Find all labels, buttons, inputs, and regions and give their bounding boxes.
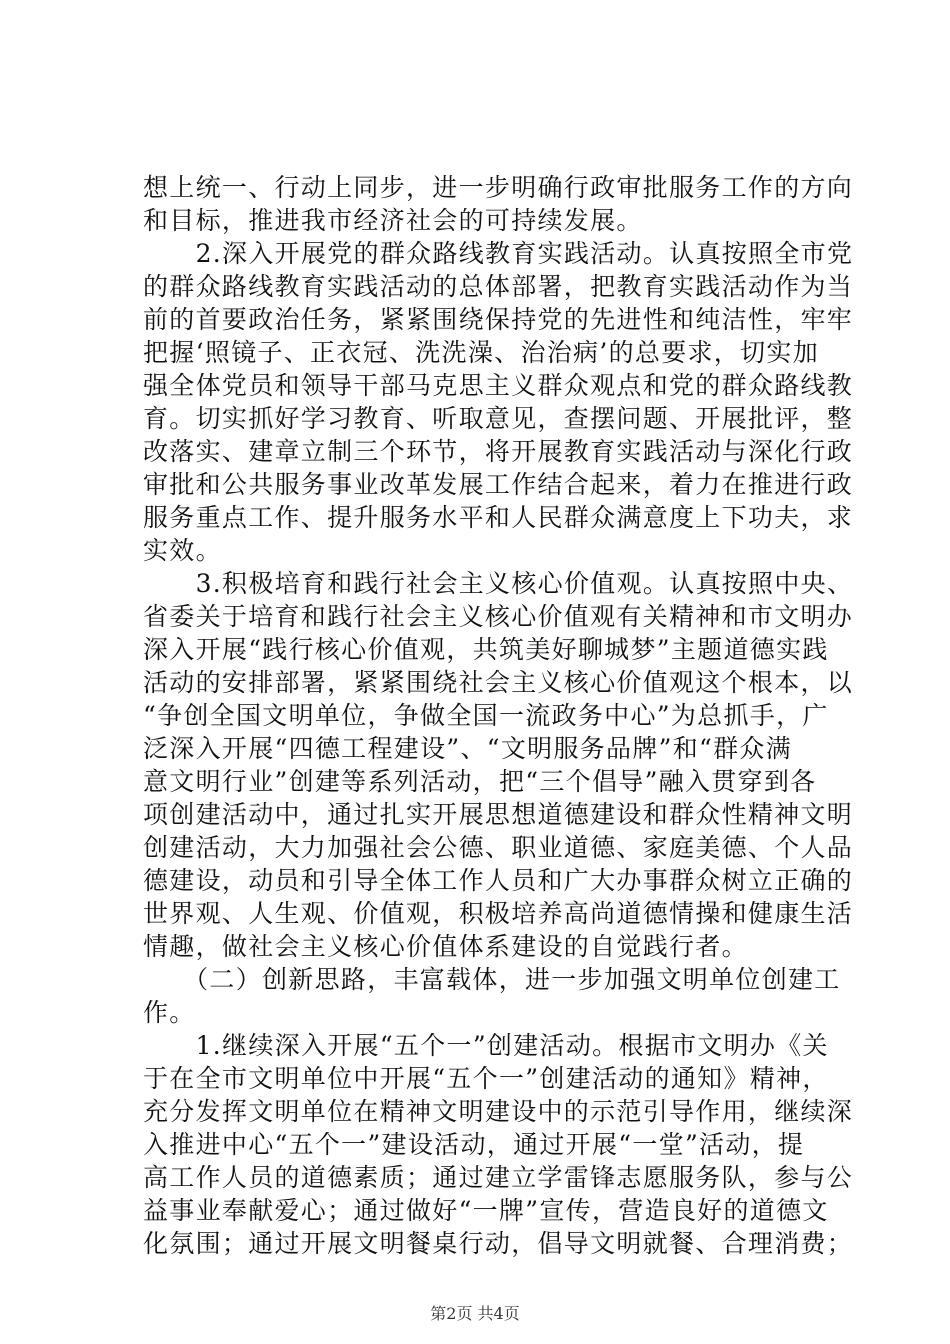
text-line: 益事业奉献爱心；通过做好“一牌”宣传，营造良好的道德文 <box>143 1196 829 1225</box>
text-line: 育。切实抓好学习教育、听取意见，查摆问题、开展批评，整 <box>143 404 854 433</box>
text-line: 省委关于培育和践行社会主义核心价值观有关精神和市文明办 <box>143 602 854 631</box>
text-line: 1.继续深入开展“五个一”创建活动。根据市文明办《关 <box>143 1031 829 1060</box>
text-line: 3.积极培育和践行社会主义核心价值观。认真按照中央、 <box>143 569 854 598</box>
text-line: 意文明行业”创建等系列活动，把“三个倡导”融入贯穿到各 <box>143 767 817 796</box>
document-body <box>143 171 854 1260</box>
text-line: 活动的安排部署，紧紧围绕社会主义核心价值观这个根本，以 <box>143 668 854 697</box>
text-line: 创建活动，大力加强社会公德、职业道德、家庭美德、个人品 <box>143 833 854 862</box>
text-line: 审批和公共服务事业改革发展工作结合起来，着力在推进行政 <box>143 470 854 499</box>
text-line: “争创全国文明单位，争做全国一流政务中心”为总抓手，广 <box>143 701 829 730</box>
text-line: 化氛围；通过开展文明餐桌行动，倡导文明就餐、合理消费； <box>143 1229 854 1258</box>
text-line: 高工作人员的道德素质；通过建立学雷锋志愿服务队，参与公 <box>143 1163 854 1192</box>
text-line: 前的首要政治任务，紧紧围绕保持党的先进性和纯洁性，牢牢 <box>143 305 854 334</box>
text-line: （二）创新思路，丰富载体，进一步加强文明单位创建工 <box>143 965 841 994</box>
text-line: 作。 <box>143 998 196 1027</box>
text-line: 服务重点工作、提升服务水平和人民群众满意度上下功夫，求 <box>143 503 854 532</box>
text-line: 情趣，做社会主义核心价值体系建设的自觉践行者。 <box>143 932 748 961</box>
text-line: 和目标，推进我市经济社会的可持续发展。 <box>143 206 643 235</box>
text-line: 强全体党员和领导干部马克思主义群众观点和党的群众路线教 <box>143 371 854 400</box>
text-line: 实效。 <box>143 536 222 565</box>
text-line: 于在全市文明单位中开展“五个一”创建活动的通知》精神， <box>143 1064 829 1093</box>
text-line: 充分发挥文明单位在精神文明建设中的示范引导作用，继续深 <box>143 1097 854 1126</box>
text-line: 德建设，动员和引导全体工作人员和广大办事群众树立正确的 <box>143 866 854 895</box>
text-line: 把握‘照镜子、正衣冠、洗洗澡、治治病’的总要求，切实加 <box>143 338 819 367</box>
text-line: 深入开展“践行核心价值观，共筑美好聊城梦”主题道德实践 <box>143 635 829 664</box>
page-number: 第2页 共4页 <box>430 1304 520 1323</box>
text-line: 的群众路线教育实践活动的总体部署，把教育实践活动作为当 <box>143 272 854 301</box>
text-line: 改落实、建章立制三个环节，将开展教育实践活动与深化行政 <box>143 437 854 466</box>
text-line: 泛深入开展“四德工程建设”、“文明服务品牌”和“群众满 <box>143 734 793 763</box>
text-line: 想上统一、行动上同步，进一步明确行政审批服务工作的方向 <box>143 173 854 202</box>
text-line: 2.深入开展党的群众路线教育实践活动。认真按照全市党 <box>143 239 854 268</box>
text-line: 世界观、人生观、价值观，积极培养高尚道德情操和健康生活 <box>143 899 854 928</box>
text-line: 入推进中心“五个一”建设活动，通过开展“一堂”活动，提 <box>143 1130 805 1159</box>
text-line: 项创建活动中，通过扎实开展思想道德建设和群众性精神文明 <box>143 800 854 829</box>
